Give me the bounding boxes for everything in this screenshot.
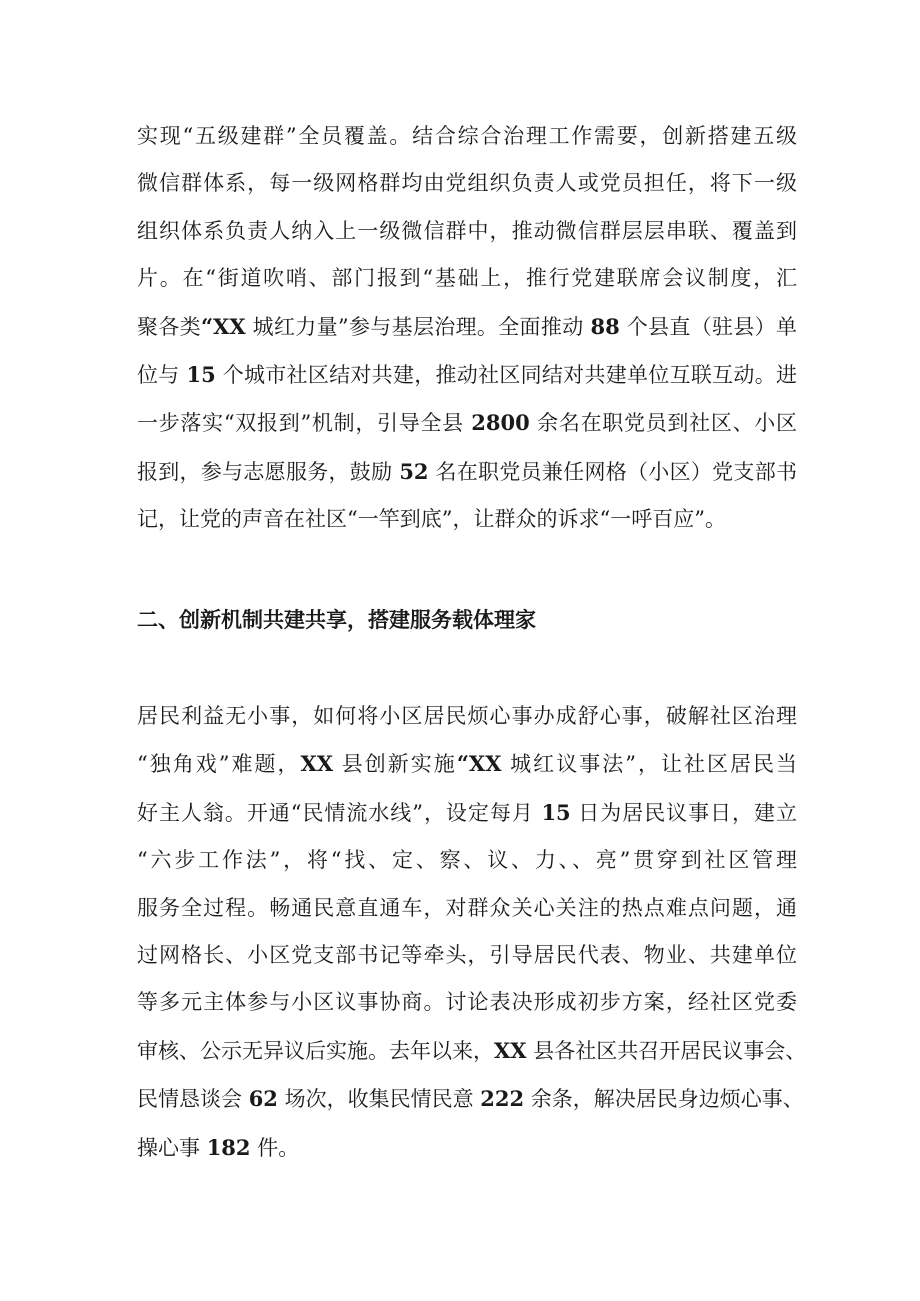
text-line: “独角戏”难题，XX 县创新实施“XX 城红议事法”，让社区居民当 [137,751,797,777]
text-line: 微信群体系，每一级网格群均由党组织负责人或党员担任，将下一级 [137,171,797,196]
text-line: 等多元主体参与小区议事协商。讨论表决形成初步方案，经社区党委 [137,990,797,1015]
text-line: 位与 15 个城市社区结对共建，推动社区同结对共建单位互联互动。进 [137,362,797,388]
text-line: 过网格长、小区党支部书记等牵头，引导居民代表、物业、共建单位 [137,943,797,968]
paragraph-resident-affairs [137,693,807,1172]
section-heading: 二、创新机制共建共享，搭建服务载体理家 [137,607,536,632]
text-line: 一步落实“双报到”机制，引导全县 2800 余名在职党员到社区、小区 [137,410,797,436]
text-line: 实现“五级建群”全员覆盖。结合综合治理工作需要，创新搭建五级 [137,124,797,148]
text-line: 居民利益无小事，如何将小区居民烦心事办成舒心事，破解社区治理 [137,704,797,728]
text-line: 组织体系负责人纳入上一级微信群中，推动微信群层层串联、覆盖到 [137,218,797,243]
text-line: 审核、公示无异议后实施。去年以来，XX 县各社区共召开居民议事会、 [137,1037,807,1063]
text-line: 聚各类“XX 城红力量”参与基层治理。全面推动 88 个县直（驻县）单 [137,313,797,339]
text-line: 民情恳谈会 62 场次，收集民情民意 222 余条，解决居民身边烦心事、 [137,1086,804,1112]
text-line: 记，让党的声音在社区“一竿到底”，让群众的诉求“一呼百应”。 [137,507,726,532]
paragraph-five-level-groups [137,113,797,544]
text-line: 片。在“街道吹哨、部门报到“基础上，推行党建联席会议制度，汇 [137,266,797,291]
text-line: 服务全过程。畅通民意直通车，对群众关心关注的热点难点问题，通 [137,895,797,920]
text-line: 好主人翁。开通“民情流水线”，设定每月 15 日为居民议事日，建立 [137,799,797,825]
text-line: “六步工作法”，将“找、定、察、议、力、、亮”贯穿到社区管理 [137,848,797,873]
text-line: 报到，参与志愿服务，鼓励 52 名在职党员兼任网格（小区）党支部书 [137,458,797,484]
text-line: 操心事 182 件。 [137,1134,300,1160]
